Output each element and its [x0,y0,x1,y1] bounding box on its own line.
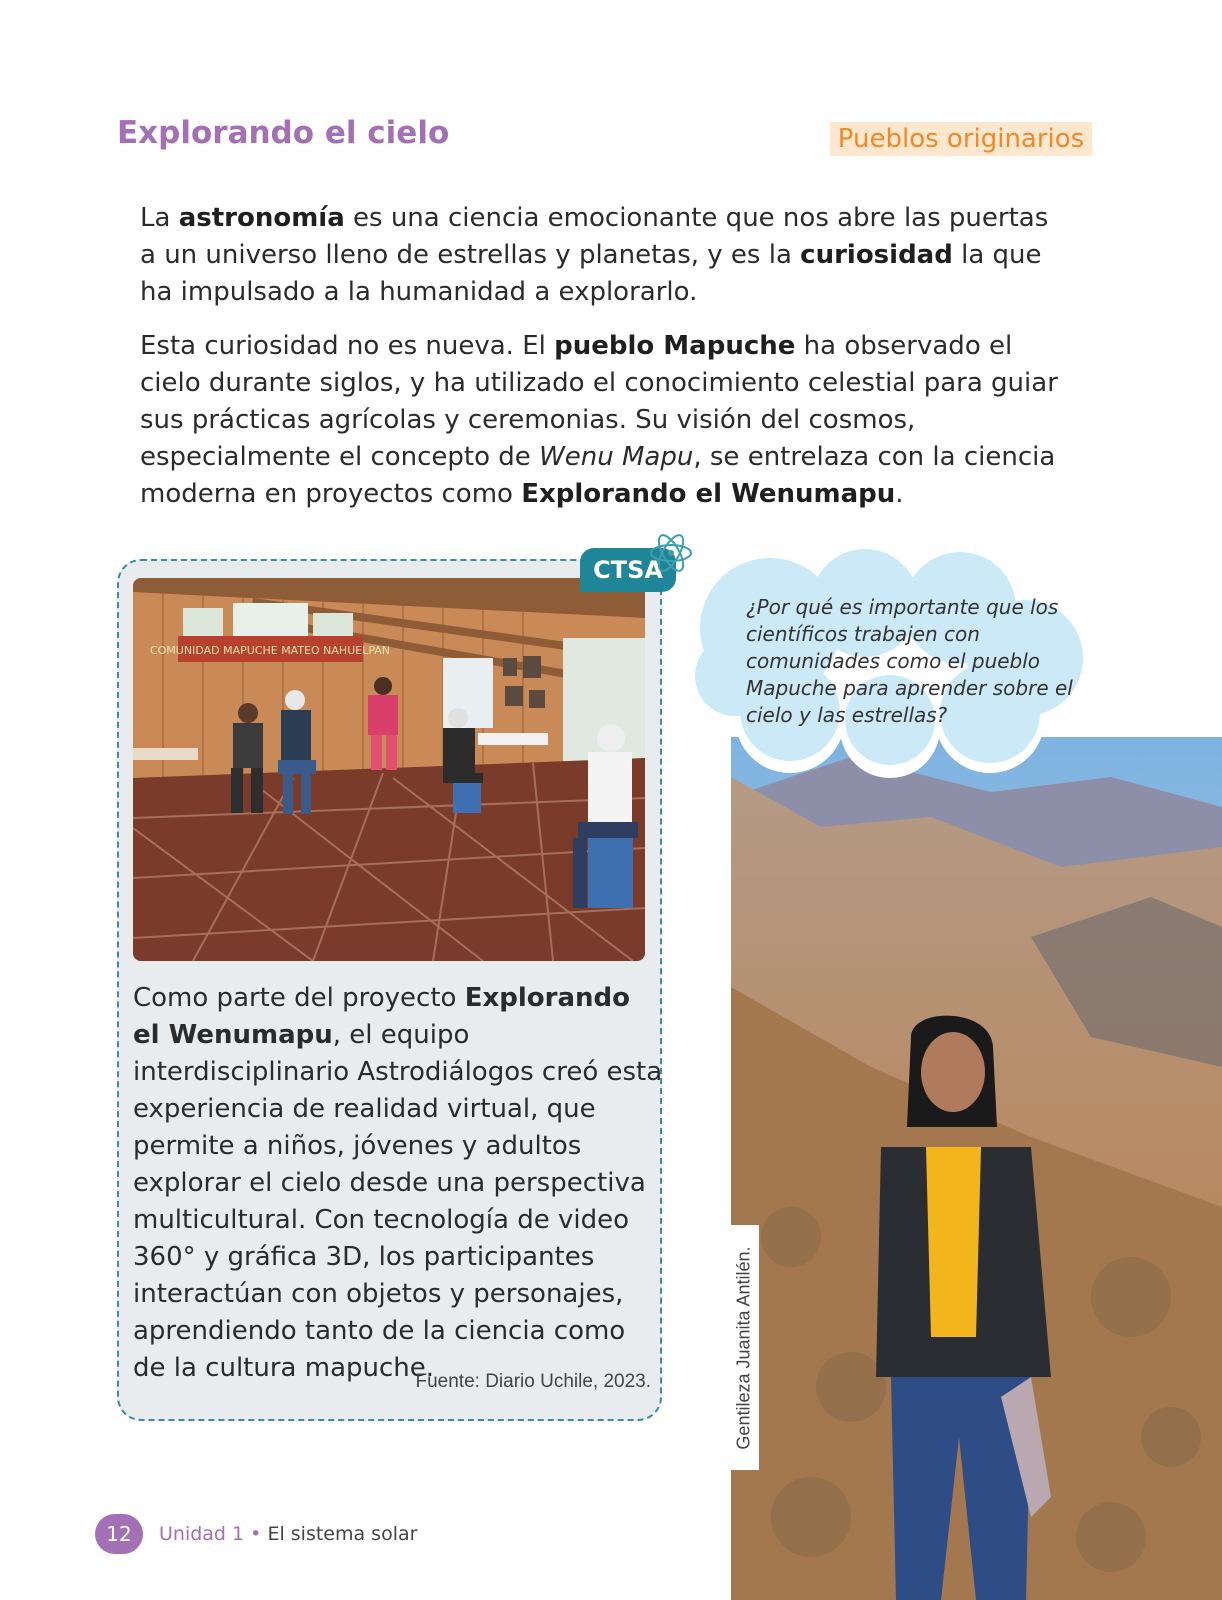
bold-text: Explorando el Wenumapu [521,479,896,509]
category-tag: Pueblos originarios [830,122,1092,156]
bold-text: astronomía [178,203,345,233]
bold-text: Explorando el Wenumapu [133,983,630,1050]
intro-paragraph-1 [140,200,1060,311]
atom-icon [648,530,694,576]
text-run: Como parte del proyecto [133,983,465,1013]
footer-separator: • [250,1523,262,1545]
italic-text: Wenu Mapu [539,442,694,472]
source-citation: Fuente: Diario Uchile, 2023. [415,1371,651,1392]
bold-text: curiosidad [800,240,953,270]
text-run: ha observado el cielo durante siglos, y ha utilizado el conocimiento celestial para guiar sus prácticas agrícolas y ceremonias. Su visión del cosmos, especialmente el concepto de [140,331,1058,472]
page-number: 12 [95,1514,143,1554]
text-run: la que ha impulsado a la humanidad a explorarlo. [140,240,1042,307]
photo-banner-text: COMUNIDAD MAPUCHE MATEO NAHUELPAN [149,644,391,657]
footer-unit-title: El sistema solar [267,1523,418,1545]
footer-unit-label: Unidad 1 [159,1523,245,1545]
text-run: . [895,479,904,509]
section-title: Explorando el cielo [117,115,450,151]
text-run: , el equipo interdisciplinario Astrodiálogos creó esta experiencia de realidad virtual, que permite a niños, jóvenes y adultos explorar el cielo desde una perspectiva multicultural. Con tecnología de video 360° y gráfica 3D, los participantes interactúan con objetos y personajes, aprendiendo tanto de la ciencia como de la cultura mapuche. [133,1020,663,1383]
vr-workshop-photo [133,578,645,961]
intro-paragraph-2 [140,328,1060,513]
text-run: , se entrelaza con la ciencia moderna en proyectos como [140,442,1056,509]
scientist-mountain-photo [731,737,1222,1600]
text-run: es una ciencia emocionante que nos abre las puertas a un universo lleno de estrellas y planetas, y es la [140,203,1049,270]
ctsa-box-text [133,980,663,1387]
text-run: La [140,203,179,233]
text-run: Esta curiosidad no es nueva. El [140,331,555,361]
photo-credit: Gentileza Juanita Antilén. [733,1246,754,1450]
ctsa-badge: CTSA [580,548,676,592]
bold-text: pueblo Mapuche [554,331,796,361]
bubble-question: ¿Por qué es importante que los científicos trabajen con comunidades como el pueblo Mapuche para aprender sobre el cielo y las estrellas? [746,595,1073,727]
footer-unit [159,1523,417,1545]
